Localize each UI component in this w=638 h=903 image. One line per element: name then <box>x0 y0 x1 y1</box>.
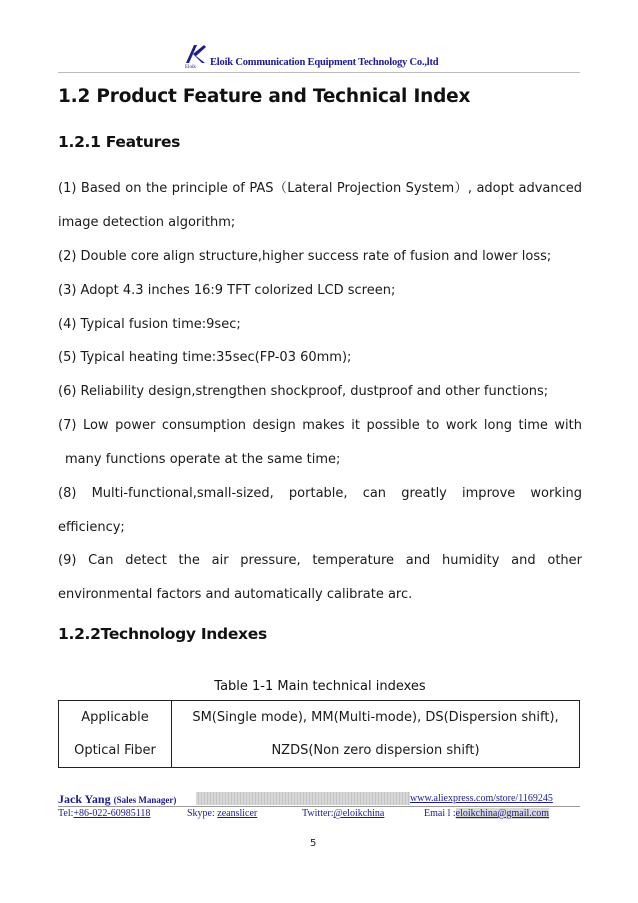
skype-link[interactable]: zeanslicer <box>217 808 258 819</box>
redacted-bar <box>196 792 410 805</box>
label-line: Applicable <box>81 710 149 725</box>
footer-divider <box>58 806 580 807</box>
feature-line: (6) Reliability design,strengthen shockproof, dustproof and other functions; <box>58 384 549 399</box>
company-name: Eloik Communication Equipment Technology Co.,ltd <box>210 57 439 68</box>
email-label: Emai l : <box>424 808 456 819</box>
page-number: 5 <box>310 838 317 849</box>
tech-indexes-heading: 1.2.2Technology Indexes <box>58 625 267 643</box>
table-cell-value <box>172 701 580 768</box>
technical-index-table <box>58 700 580 768</box>
svg-text:Eloik: Eloik <box>185 65 196 69</box>
twitter-contact <box>302 808 384 819</box>
table-row <box>59 701 580 768</box>
label-line: Optical Fiber <box>74 743 156 758</box>
email-link[interactable]: eloikchina@gmail.com <box>455 808 550 819</box>
contact-person: Jack Yang <box>58 792 111 806</box>
section-title: 1.2 Product Feature and Technical Index <box>58 86 471 107</box>
feature-line: (9) Can detect the air pressure, temperature and humidity and other <box>58 553 582 568</box>
feature-line: environmental factors and automatically calibrate arc. <box>58 587 413 602</box>
tel-link[interactable]: +86-022-60985118 <box>73 808 151 819</box>
table-caption: Table 1-1 Main technical indexes <box>214 679 426 694</box>
feature-line: (8) Multi-functional,small-sized, portable, can greatly improve working <box>58 486 582 501</box>
store-link[interactable]: www.aliexpress.com/store/1169245 <box>410 793 553 804</box>
features-heading: 1.2.1 Features <box>58 133 181 151</box>
feature-line: (4) Typical fusion time:9sec; <box>58 317 241 332</box>
feature-line: (1) Based on the principle of PAS（Lateral Projection System）, adopt advanced <box>58 181 582 196</box>
contact-name <box>58 792 176 807</box>
feature-line: efficiency; <box>58 520 125 535</box>
header-divider <box>58 72 580 73</box>
feature-line: (3) Adopt 4.3 inches 16:9 TFT colorized LCD screen; <box>58 283 396 298</box>
company-logo-icon <box>184 43 206 69</box>
email-contact <box>424 808 549 819</box>
feature-line: (2) Double core align structure,higher success rate of fusion and lower loss; <box>58 249 552 264</box>
twitter-link[interactable]: @eloikchina <box>333 808 385 819</box>
value-line: NZDS(Non zero dispersion shift) <box>271 743 480 758</box>
tel-label: Tel: <box>58 808 74 819</box>
value-line: SM(Single mode), MM(Multi-mode), DS(Dispersion shift), <box>192 710 559 725</box>
table-cell-label <box>59 701 172 768</box>
contact-role: (Sales Manager) <box>113 795 177 805</box>
skype-contact <box>187 808 257 819</box>
feature-line: (7) Low power consumption design makes it possible to work long time with <box>58 418 582 433</box>
feature-line: image detection algorithm; <box>58 215 236 230</box>
feature-line: many functions operate at the same time; <box>65 452 341 467</box>
twitter-label: Twitter: <box>302 808 334 819</box>
skype-label: Skype: <box>187 808 218 819</box>
feature-line: (5) Typical heating time:35sec(FP-03 60mm); <box>58 350 352 365</box>
tel-contact <box>58 808 150 819</box>
